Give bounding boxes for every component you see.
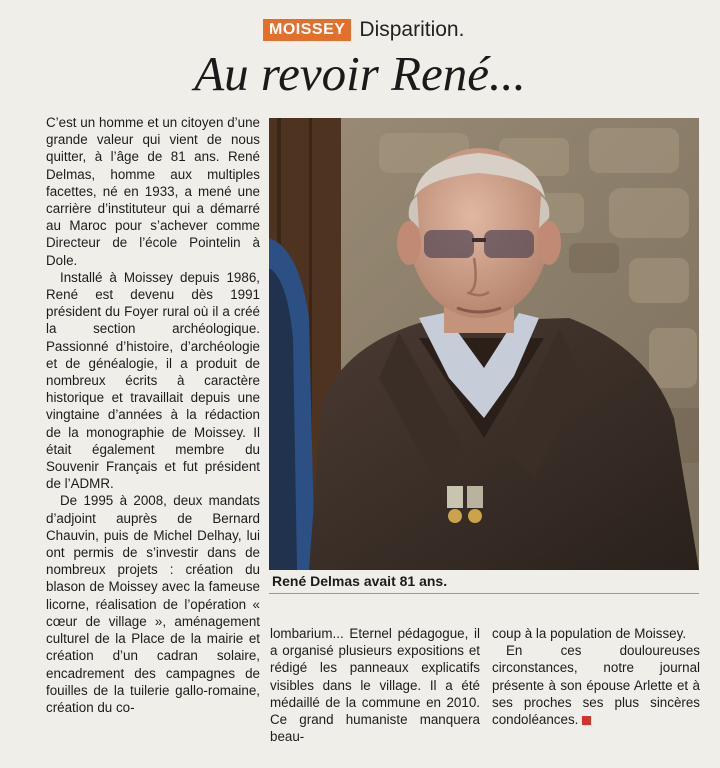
kicker bbox=[263, 18, 464, 42]
article-column-2 bbox=[270, 625, 480, 745]
article-paragraph: lombarium... Eternel pédagogue, il a organisé plusieurs expositions et rédigé les panneaux explicatifs visibles dans le village. Il a été médaillé de la commune en 2010. Ce grand humaniste manquera beau- bbox=[270, 626, 480, 745]
caption-rule bbox=[269, 593, 699, 594]
article-paragraph-text: En ces douloureuses circonstances, notre journal présente à son épouse Arlette et à ses proches ses plus sincères condoléances. bbox=[492, 643, 700, 728]
photo-caption: René Delmas avait 81 ans. bbox=[272, 573, 448, 589]
article-paragraph: De 1995 à 2008, deux mandats d’adjoint auprès de Bernard Chauvin, puis de Michel Delhay, lui ont permis de s’investir dans de nombreux projets : création du blason de Moissey avec la fameuse licorne, réalisation de l’opération « cœur de village », aménagement culturel de la Place de la mairie et création d’un cadran solaire, encadrement des campagnes de fouilles de la tuilerie gallo-romaine, création du co- bbox=[46, 493, 260, 715]
kicker-text: Disparition. bbox=[359, 18, 465, 41]
article-paragraph: Installé à Moissey depuis 1986, René est devenu dès 1991 président du Foyer rural où il a créé la section archéologique. Passionné d’histoire, d’archéologie et de généalogie, il a produit de nombreux écrits à caractère historique et travaillait depuis une vingtaine d’années à la rédaction de la monographie de Moissey. Il était également membre du Souvenir Français et fut président de l’ADMR. bbox=[46, 269, 260, 492]
article-paragraph: coup à la population de Moissey. bbox=[492, 626, 687, 641]
article-paragraph-last bbox=[492, 642, 700, 728]
bleed-through-text bbox=[70, 0, 82, 33]
kicker-badge: MOISSEY bbox=[263, 19, 351, 41]
portrait-photo bbox=[269, 118, 699, 570]
portrait-illustration bbox=[269, 118, 699, 570]
end-of-article-mark bbox=[582, 716, 591, 725]
headline: Au revoir René... bbox=[194, 46, 526, 101]
article-paragraph: C’est un homme et un citoyen d’une grande valeur qui vient de nous quitter, à l’âge de 81 ans. René Delmas, homme aux multiples facettes, né en 1933, a mené une carrière d’instituteur qui a démarré au Maroc pour s’achever comme Directeur de l’école Pointelin à Dole. bbox=[46, 115, 260, 268]
article-column-1 bbox=[46, 114, 260, 716]
article-column-3 bbox=[492, 625, 700, 728]
